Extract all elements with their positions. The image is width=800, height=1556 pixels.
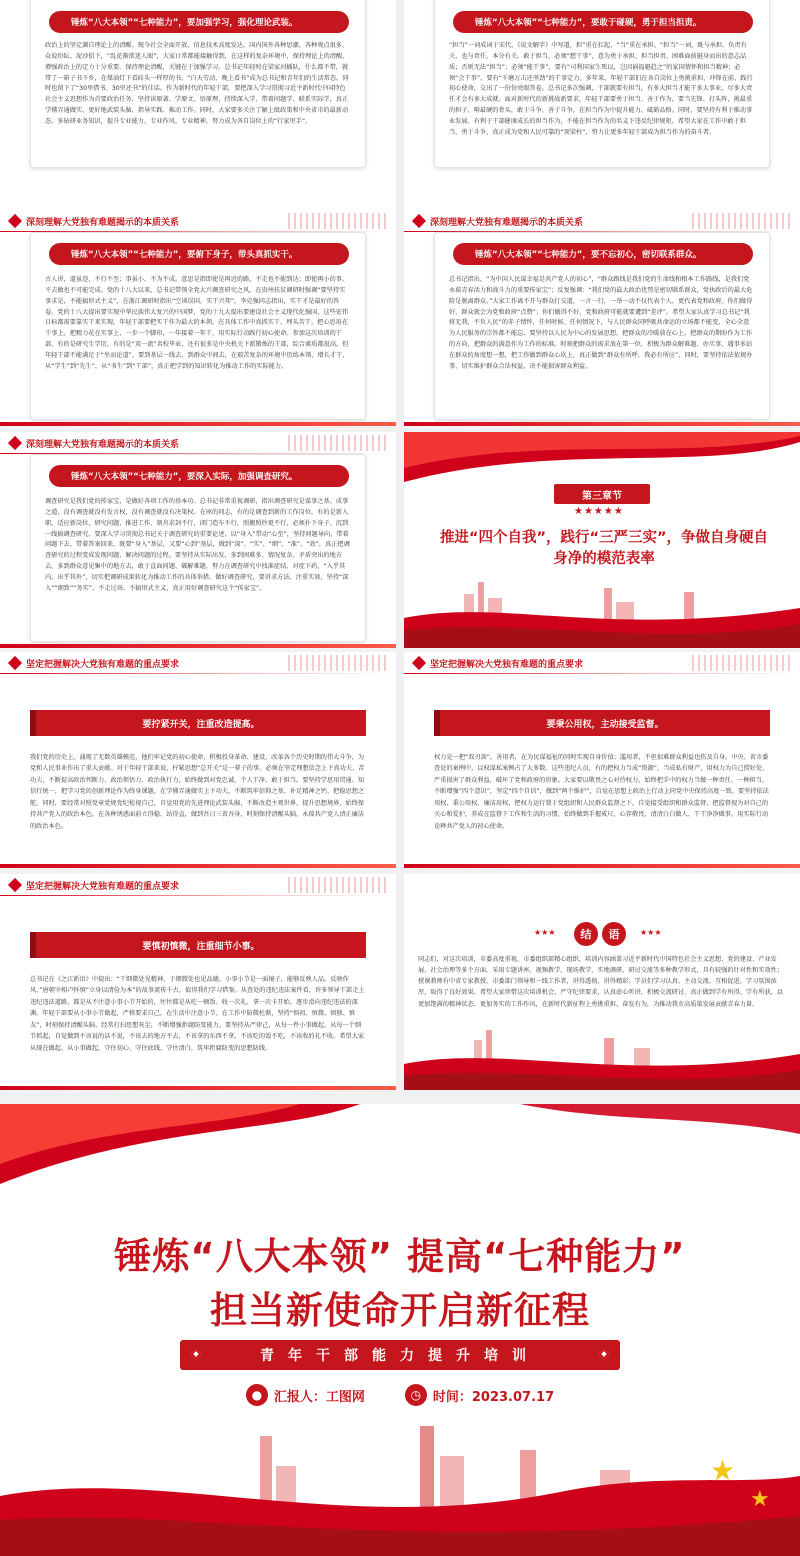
section-title: 坚定把握解决大党独有难题的重点要求 [26, 881, 180, 892]
section-title: 深刻理解大党独有难题揭示的本质关系 [26, 439, 180, 450]
content-card [434, 0, 770, 168]
slide-body-text: 政治上的坚定源自理论上的清醒。现今社会全面开放，信息技术高度发达，国内国外各种思潮、各种观点很多，众说纷纭、泥沙俱下，“乱花渐欲迷人眼”，大家日常都能接触得到，在这样的复杂环境中，保持理论上的清醒、增强政治上的定力十分重要。保持理论清醒，关键在于加强学习。总书记年轻时在梁家河插队，什么都不带，就带了一箱子书下乡，在煤油灯下看砖头一样厚的书。“白天劳动、晚上看书”成为总书记和青年们的生活常态。同时也留下了“30里借书、30里还书”的佳话。作为新时代的年轻干部，要把深入学习贯彻习近平新时代中国特色社会主义思想作为首要政治任务，坚持读原著、学原文、悟原理，持续深入学、带着问题学、联系实际学，真正学懂弄通做实，更好地武装头脑、指导实践、推动工作。同时，大家要多关注了解上级政策和中央省市的最新动态，多钻研业务知识，提升专业能力、专业作风、专业精神，努力成为各自岗位上的“行家里手”。 [45, 42, 349, 125]
header-diamond-icon [8, 878, 22, 892]
cover-title-line2: 担当新使命开启新征程 [210, 1289, 590, 1332]
section-header [0, 210, 396, 232]
requirement-banner: 要拧紧开关，注重改造提高。 [30, 710, 366, 736]
section-title: 坚定把握解决大党独有难题的重点要求 [430, 659, 584, 670]
skyline-decoration [288, 877, 388, 893]
chapter-badge: 第三章节 [554, 484, 650, 504]
svg-text:★: ★ [750, 1487, 770, 1512]
slide-details [0, 874, 396, 1090]
content-card [434, 232, 770, 420]
slide-body-text: 我们党的历史上，涌现了无数英雄模范，他们牢记党的初心使命，积极投身革命、建设、改革各个历史时期的伟大斗争，为党和人民事业作出了重大贡献。对于年轻干部来说，拧紧思想“总开关”是一辈子的事，必须在坚定理想信念上下真功夫、苦功夫，不断提高政治判断力、政治领悟力、政治执行力，始终做到对党忠诚、个人干净、敢于担当。要坚持学思用贯通、知信行统一，把学习党的创新理论作为终身课题，在学懂弄通做实上下功夫，不断筑牢信仰之基、补足精神之钙、把稳思想之舵。同时，要经常对照党章党规党纪检视自己，自觉用党的先进理论武装头脑，不断改造主观世界、提升思想境界，始终保持共产党人的政治本色，在各种诱惑面前立得稳、站得直，做到吾日三省吾身，时刻保持清醒头脑，永葆共产党人清正廉洁的政治本色。 [30, 754, 365, 830]
chapter-title: 推进“四个自我”，践行“三严三实”，争做自身硬自身净的模范表率 [439, 530, 769, 568]
section-title: 深刻理解大党独有难题揭示的本质关系 [26, 217, 180, 228]
slide-masses [404, 210, 800, 426]
slide-body-text: 调查研究是我们党的传家宝，是做好各项工作的基本功。总书记非常重视调研，指出调查研究是谋事之基、成事之道，没有调查就没有发言权，没有调查就没有决策权。在座的同志，有的是调查到新的工作岗位，有的是新入职，适应新岗位，研究问题、推进工作，刻舟求剑不行，闭门造车不行，照搬照抄更不行，必须扑下身子、沉到一线搞调查研究。要深入学习贯彻总书记关于调查研究的重要论述，以“身入”带动“心至”，坚持问题导向，带着问题下去、带着答案回来，既要“身入”基层，又要“心到”基层，做到“深”、“实”、“细”、“准”、“效”，真正把调查研究的过程变成发现问题、解决问题的过程。要坚持从实际出发，多到困难多、情况复杂、矛盾突出的地方去，多到群众意见集中的地方去，敢于直面问题、破解难题，努力在调查研究中找准症结、对症下药，“入乎其内，出乎其外”，切实把调研成果转化为推动工作的具体举措。做好调查研究，要讲求方法、注重实效，坚持“深入”“细致”“务实”，不走过场、不搞形式主义，真正用好调查研究这个“传家宝”。 [45, 498, 350, 592]
heading-char: 语 [602, 922, 626, 946]
requirement-banner: 要秉公用权，主动接受监督。 [434, 710, 770, 736]
slide-body-text: 同志们，对这次培训，市委高度重视，市委组织部精心组织，培训内容涵盖习近平新时代中国特色社会主义思想、党的建设、产业发展、社会治理等多个方面，采用专题讲座、视频教学、现场教学、实地调研、研讨交流等多种教学形式，具有较强的针对性和实效性；授课教师有中省专家教授、市委部门领导和一线工作者，讲得透彻、讲得精彩；学员们学习认真、主动交流、互相促进，学习氛围浓厚，取得了良好效果。希望大家珍惜这次培训机会，严守纪律要求，认真虚心听讲，积极交流研讨，真正做到学有所得、学有所获，以更加饱满的精神状态、更加务实的工作作风，在新时代新征程上勇挑重担、奋发有为，为推动我市高质量发展贡献青春力量。 [418, 956, 784, 1008]
header-diamond-icon [412, 656, 426, 670]
skyline-wave-decoration [0, 1416, 800, 1556]
content-card [30, 0, 366, 168]
top-ribbon-decoration [0, 1104, 800, 1194]
slide-heading-pill: 锤炼“八大本领”“七种能力”，要加强学习，强化理论武装。 [49, 11, 349, 33]
cover-meta [0, 1384, 800, 1406]
header-diamond-icon [8, 436, 22, 450]
skyline-decoration [288, 213, 388, 229]
date-label: 时间：2023.07.17 [432, 1389, 555, 1405]
header-diamond-icon [8, 214, 22, 228]
slide-heading-pill: 锤炼“八大本领”“七种能力”，要俯下身子，带头真抓实干。 [49, 243, 349, 265]
skyline-decoration [692, 655, 792, 671]
date [405, 1384, 554, 1406]
skyline-decoration [288, 655, 388, 671]
section-header [0, 432, 396, 454]
slide-study [0, 0, 396, 216]
section-header [404, 210, 800, 232]
slide-body-text: 总书记在《之江新语》中提出：“干细微处见精神，于细微处也见品德。小事小节是一面镜子，能够反映人品，反映作风。”唐朝宰相卢怀慎“立身以清俭为本”的故事流传千古，值得我们学习借鉴。从查处的违纪违法案件看，许多领导干部走上违纪违法道路，都是从不注意小事小节开始的，往往都是从吃一顿饭、收一次礼、拿一次卡开始，逐步滑向违纪违法的深渊。年轻干部要从小事小节做起，严格要求自己，在生活中注意小节、在工作中防微杜渐，坚持“慎初、慎微、慎独、慎友”，时刻保持清醒头脑，经常打扫思想灰尘，不断增强拒腐防变能力。要坚持从严律己，从每一件小事做起，从每一个细节抓起，自觉做到不该说的话不说，不该去的地方不去，不该拿的东西不拿，不该吃的饭不吃，不该收的礼不收。希望大家从现在做起、从小事做起，守住初心、守住底线、守住清白，筑牢拒腐防变的思想防线。 [30, 976, 365, 1052]
cover-subtitle: 青年干部能力提升培训 [180, 1340, 620, 1370]
top-ribbon-decoration [404, 432, 800, 492]
bottom-bar [0, 644, 396, 648]
header-diamond-icon [412, 214, 426, 228]
slide-heading-pill: 锤炼“八大本领”“七种能力”，要深入实际，加强调查研究。 [49, 465, 349, 487]
slide-research [0, 432, 396, 648]
star-row-icon: ★★★ [534, 928, 556, 937]
content-card [30, 454, 366, 642]
reporter [246, 1384, 365, 1406]
slide-body-text: “担当”一词成词于宋代，《说文解字》中写道，担”重在扛起，“当”重在承担。“担当”一词，既与承担、负责有关，也与责任、本分有关。敢于担当，必须“想干事”，意为勇于承担、担当担责、困难面前挺身而出的意志品质；否则无法“担当”；必须“能干事”，要有“司利国家生死以，岂因祸福避趋之”的家国情怀和担当精神；必须“会干事”，要有“千磨万击还坚劲”的干事定力。多年来，年轻干部们在各自岗位上勇挑重担、冲锋在前，践行初心使命，交出了一份份亮眼答卷。总书记多次强调，干部就要有担当，有多大担当才能干多大事业，尽多大责任才会有多大成就。面对新时代的新挑战新要求，年轻干部要勇于担当、善于作为，要当先锋、打头阵，挑最重的担子、啃最硬的骨头，敢于斗争、善于斗争，在担当作为中提升能力、砥砺品格。同时，要坚持有利于推动事业发展、有利于干部健康成长的担当作为，不能在担当作为的名义下违反纪律规矩。希望大家在工作中敢于担当、勇于斗争，真正成为党和人民可靠的“顶梁柱”，努力让更多年轻干部成为担当作为的奋斗者。 [449, 42, 753, 136]
heading-char: 结 [574, 922, 598, 946]
slide-heading-pill: 锤炼“八大本领”“七种能力”，要不忘初心，密切联系群众。 [453, 243, 753, 265]
slide-switch [0, 652, 396, 868]
content-card [30, 232, 366, 420]
skyline-wave-decoration [404, 1020, 800, 1090]
bottom-bar [0, 864, 396, 868]
header-diamond-icon [8, 656, 22, 670]
slide-chapter-three [404, 432, 800, 648]
skyline-decoration [288, 435, 388, 451]
slide-responsibility [404, 0, 800, 216]
slide-power [404, 652, 800, 868]
section-header [0, 652, 396, 674]
star-row-icon: ★★★★★ [574, 506, 624, 517]
slide-heading-pill: 锤炼“八大本领”“七种能力”，要敢于碰硬，勇于担当担责。 [453, 11, 753, 33]
bottom-bar [404, 864, 800, 868]
skyline-wave-decoration [404, 568, 800, 648]
slide-body-text: 古人讲，道虽迩，不行不至；事虽小，不为不成。意思是指即使是再近的路，不走也不能到达；即使再小的事，不去做也不可能完成。党的十八大以来，总书记带领全党大兴调查研究之风，在贵州扶贫调研时强调“要坚持实事求是，不能搞形式主义”，在浙江调研时指出“空谈误国，实干兴邦”。李克强同志指出，实干才是最好的答卷。党的十八大提出要实现中华民族伟大复兴的中国梦，党的十九大提出要建设社会主义现代化强国，这些宏伟目标都需要靠实干来实现。年轻干部要把实干作为最大的本领，在具体工作中真抓实干、埋头苦干，把心思用在干事上、把精力花在实事上，一步一个脚印，一年接着一年干，用实际行动践行初心使命。参加这次培训的干部，有的是研究生学历，有的是“双一流”名校毕业，还有很多是中央机关下派锻炼的干部，综合素质都很高。但年轻干部不能满足于“坐而论道”，要到基层一线去、到群众中间去，在艰苦复杂的环境中历练本领、增长才干，从“学生”到“先生”，从“书生”到“干部”，真正把学到的知识转化为推动工作的实际能力。 [45, 276, 349, 370]
slide-body-text: 总书记指出，“为中国人民谋幸福是共产党人的初心”，“群众路线是我们党的生命线和根本工作路线，是我们党永葆青春活力和战斗力的重要传家宝”；反复强调：“我们党的最大政治优势是密切联系群众，党执政后的最大危险是脱离群众。”大家工作离不开与群众打交道，一言一行，一举一动不仅代表个人，更代表党和政府。你们做得好，群众就会为党和政府“点赞”；你们做得不好，党和政府可能就要遭到“差评”。希望大家认真学习总书记“我将无我，不负人民”的赤子情怀，任何时候、任何情况下，与人民群众同呼吸共命运的立场都不能变，全心全意为人民服务的宗旨都不能忘，要坚持以人民为中心的发展思想，把群众的冷暖放在心上，把群众的期盼作为工作的方向，把群众的满意作为工作的标准。时刻把群众的需求放在第一位，积极为群众解难题、办实事，遇事多站在群众的角度想一想，把工作做到群众心坎上，真正做到“群众有所呼，我必有所应”。同时，要坚持依法依规办事，切实维护群众合法权益，决不能损害群众利益。 [449, 276, 753, 370]
slide-body-text: 权力是一把“双刃剑”，善用者，在为民谋福祉的同时实现自身价值；滥用者，不但很难群众利益也伤及自身。中央、省市委查处的案例中，以权谋私案例占了大多数。这些违纪人员，有的把权力当成“资源”，当成私有财产，用权力为自己捞好处，严重损害了群众利益，破坏了党和政府的形象。大家要以敬畏之心对待权力，始终把手中的权力当做一种责任、一种担当，不断增强“四个意识”，坚定“四个自信”，做到“两个维护”，自觉在思想上政治上行动上同党中央保持高度一致。要坚持依法用权、秉公用权、廉洁用权，把权力运行置于党组织和人民群众监督之下，自觉接受组织和群众监督，把监督视为对自己的关心和爱护，养成在监督下工作和生活的习惯，始终做到手握戒尺、心存敬畏，清清白白做人、干干净净做事，用实际行动诠释共产党人的初心使命。 [434, 754, 769, 830]
requirement-banner: 要慎初慎微，注重细节小事。 [30, 932, 366, 958]
cover-title-line1: 锤炼“八大本领” 提高“七种能力” [114, 1235, 686, 1278]
section-header [404, 652, 800, 674]
section-title: 深刻理解大党独有难题揭示的本质关系 [430, 217, 584, 228]
section-title: 坚定把握解决大党独有难题的重点要求 [26, 659, 180, 670]
svg-text:★: ★ [710, 1454, 736, 1487]
star-row-icon: ★★★ [640, 928, 662, 937]
slide-practical-work [0, 210, 396, 426]
conclusion-heading [574, 922, 626, 946]
cover-slide [0, 1104, 800, 1556]
skyline-decoration [692, 213, 792, 229]
bottom-bar [0, 422, 396, 426]
bottom-bar [404, 422, 800, 426]
clock-icon: ◷ [405, 1384, 427, 1406]
bottom-bar [0, 1086, 396, 1090]
section-header [0, 874, 396, 896]
person-icon: ● [246, 1384, 268, 1406]
slide-conclusion [404, 874, 800, 1090]
reporter-label: 汇报人：工图网 [273, 1389, 365, 1405]
